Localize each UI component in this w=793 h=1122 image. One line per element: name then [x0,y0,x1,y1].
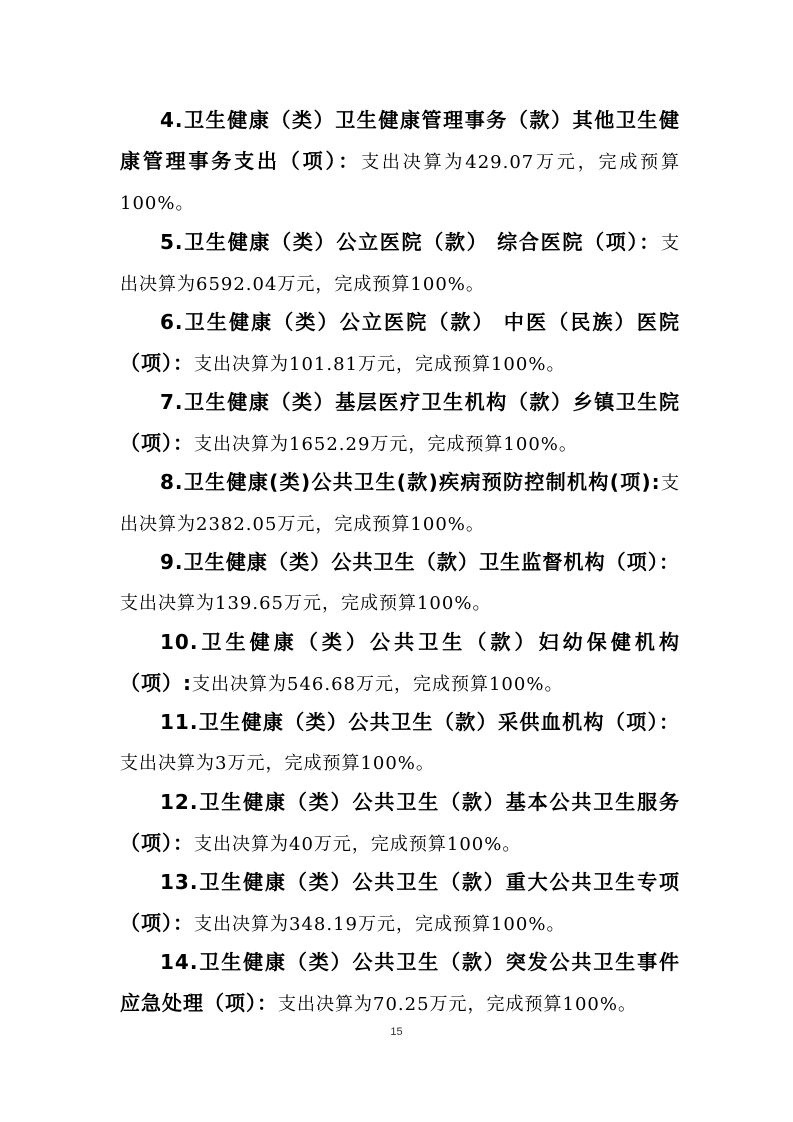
item-text: 支出决算为3万元，完成预算100%。 [120,753,435,774]
paragraph-item-12 [120,782,680,865]
item-heading: 13.卫生健康（类）公共卫生（款）重大公共卫生专项（项）： [120,870,680,935]
paragraph-item-6 [120,302,680,385]
paragraph-item-9 [120,542,680,624]
item-heading: 14.卫生健康（类）公共卫生（款）突发公共卫生事件应急处理（项）： [120,950,680,1015]
item-heading: 11.卫生健康（类）公共卫生（款）采供血机构（项）： [160,710,680,734]
item-text: 支出决算为429.07万元，完成预算100%。 [120,152,681,214]
paragraph-item-10 [120,622,680,705]
item-text: 支出决算为101.81万元，完成预算100%。 [194,354,566,375]
paragraph-item-13 [120,862,680,945]
item-text: 支出决算为139.65万元，完成预算100%。 [120,593,492,614]
item-text: 支出决算为40万元，完成预算100%。 [194,834,522,855]
paragraph-item-11 [120,702,680,784]
item-text: 支出决算为546.68万元，完成预算100%。 [192,674,564,695]
item-heading: 6.卫生健康（类）公立医院（款） 中医（民族）医院（项）： [120,310,680,375]
item-heading: 10.卫生健康（类）公共卫生（款）妇幼保健机构（项）: [120,630,680,695]
item-heading: 12.卫生健康（类）公共卫生（款）基本公共卫生服务（项）： [120,790,680,855]
item-text: 支出决算为2382.05万元，完成预算100%。 [120,473,681,535]
item-text: 支出决算为1652.29万元，完成预算100%。 [194,434,578,455]
item-text: 支出决算为6592.04万元，完成预算100%。 [120,233,680,295]
paragraph-item-7 [120,382,680,465]
item-heading: 4.卫生健康（类）卫生健康管理事务（款）其他卫生健康管理事务支出（项）： [120,108,680,173]
item-text: 支出决算为348.19万元，完成预算100%。 [194,914,566,935]
item-heading: 7.卫生健康（类）基层医疗卫生机构（款）乡镇卫生院（项）： [120,390,680,455]
item-text: 支出决算为70.25万元，完成预算100%。 [278,994,637,1015]
item-heading: 8.卫生健康(类)公共卫生(款)疾病预防控制机构(项): [160,470,661,494]
item-heading: 9.卫生健康（类）公共卫生（款）卫生监督机构（项）： [160,550,680,574]
paragraph-item-14 [120,942,680,1025]
item-heading: 5.卫生健康（类）公立医院（款） 综合医院（项）： [160,230,661,254]
paragraph-item-5 [120,222,680,305]
paragraph-item-8 [120,462,680,545]
paragraph-item-4 [120,100,680,224]
page-number: 15 [390,1026,403,1038]
